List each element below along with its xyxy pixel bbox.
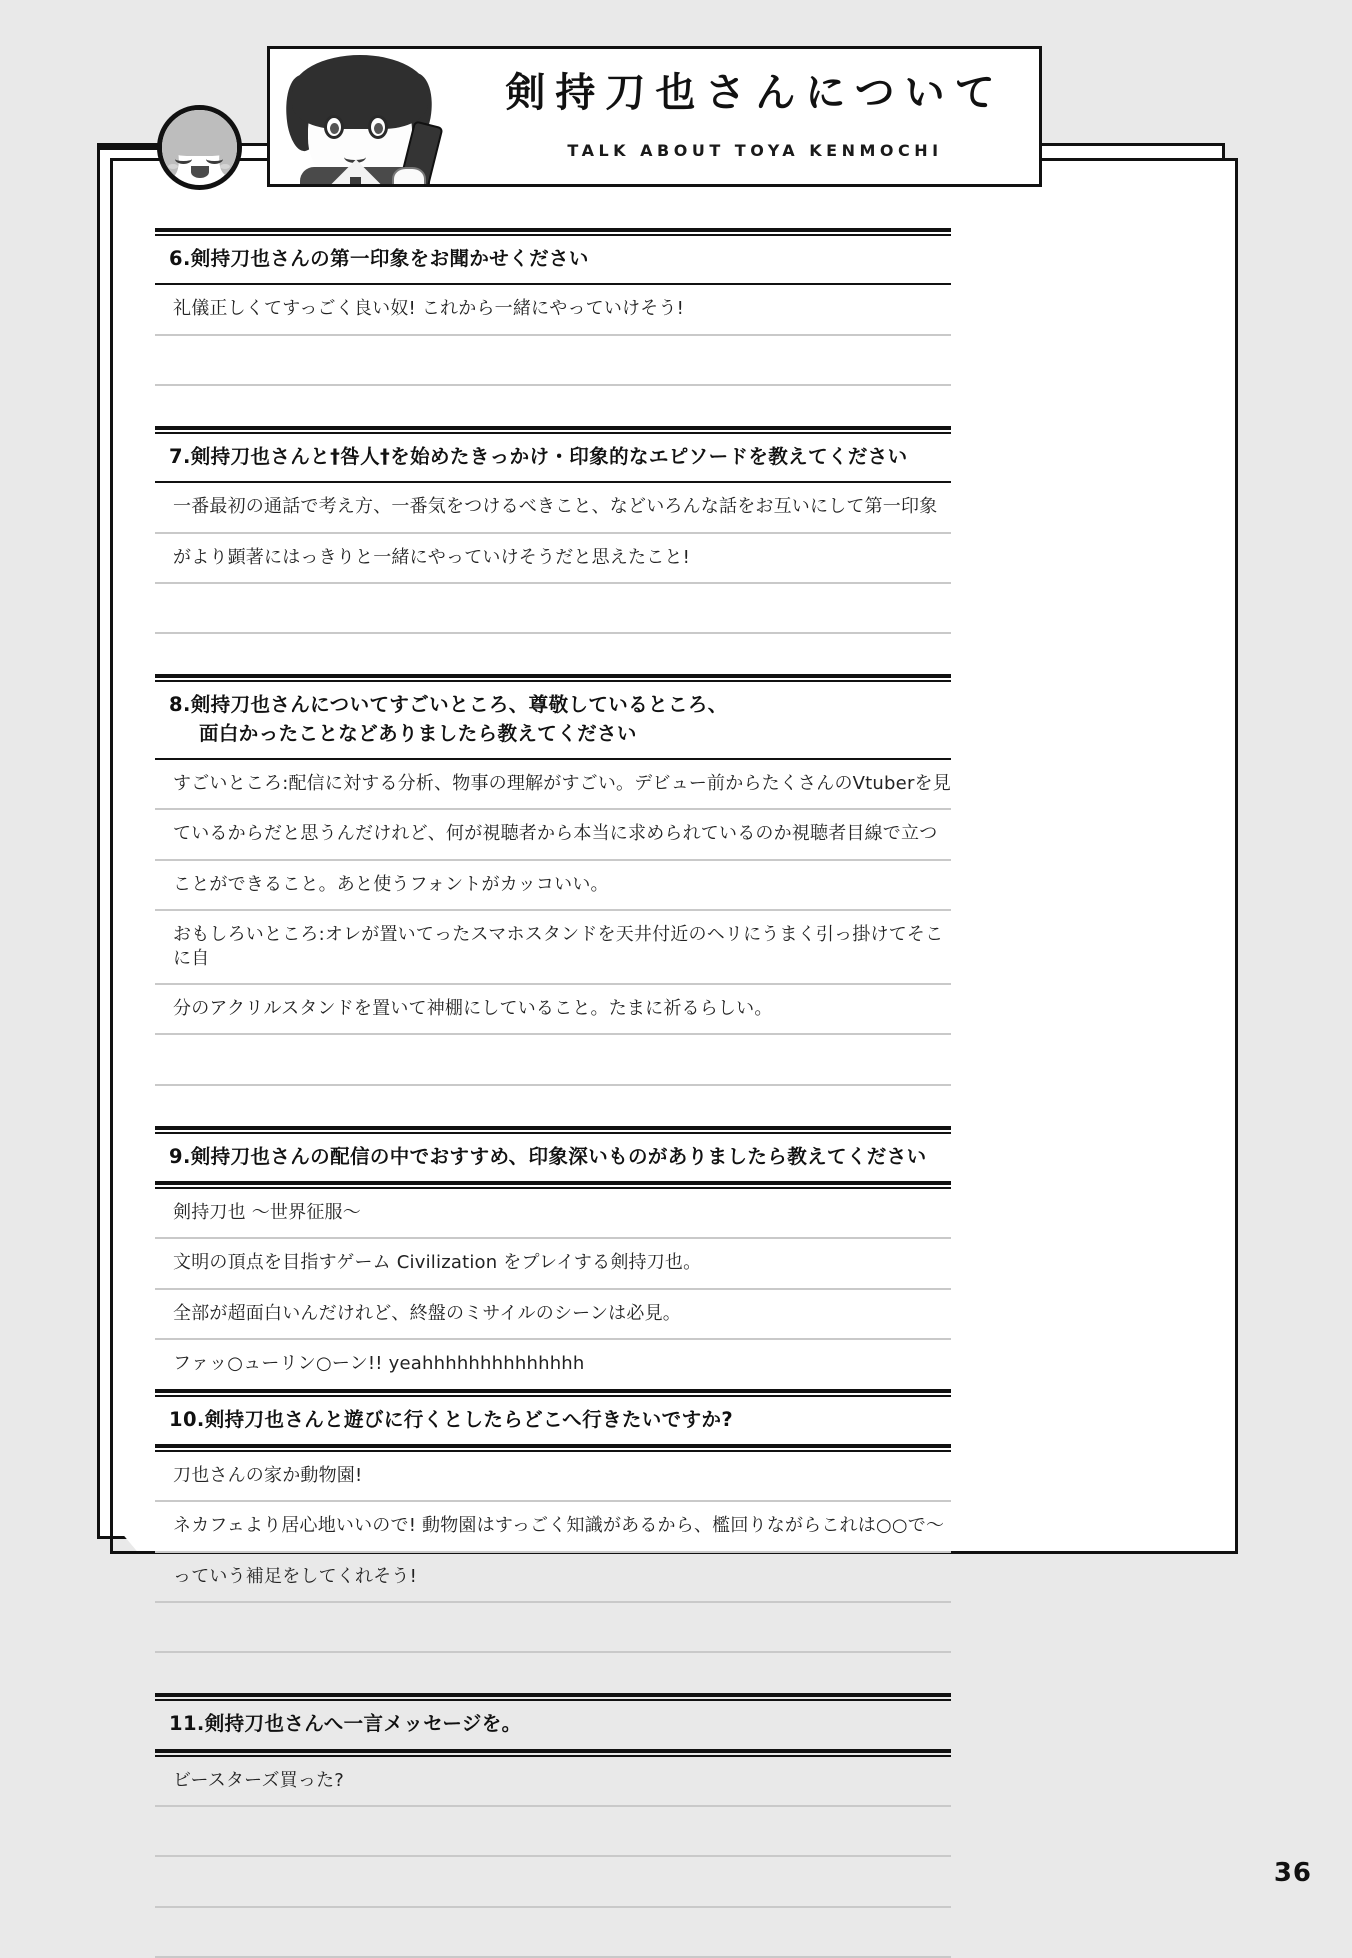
answer-line-blank <box>155 584 951 632</box>
answer-line: ビースターズ買った? <box>173 1769 345 1791</box>
questionnaire-content <box>155 228 951 1958</box>
divider-thick <box>155 228 951 236</box>
question-heading-q8-line1: 8.剣持刀也さんについてすごいところ、尊敬しているところ、 <box>169 693 728 717</box>
section-spacer <box>155 634 951 674</box>
divider-thick <box>155 426 951 434</box>
answer-line: ているからだと思うんだけれど、何が視聴者から本当に求められているのか視聴者目線で立つ <box>173 823 938 845</box>
answer-line: 分のアクリルスタンドを置いて神棚にしていること。たまに祈るらしい。 <box>173 997 773 1019</box>
page-subtitle: TALK ABOUT TOYA KENMOCHI <box>567 141 943 160</box>
page-number: 36 <box>1273 1858 1312 1888</box>
answer-line: がより顕著にはっきりと一緒にやっていけそうだと思えたこと! <box>173 546 691 568</box>
answer-line-blank <box>155 1807 951 1855</box>
question-block-q9 <box>155 1126 951 1389</box>
answer-line: っていう補足をしてくれそう! <box>173 1565 418 1587</box>
answer-line-blank <box>155 1857 951 1905</box>
question-block-q6 <box>155 228 951 386</box>
answer-line-blank <box>155 1603 951 1651</box>
divider-thick <box>155 1693 951 1701</box>
answer-line: すごいところ:配信に対する分析、物事の理解がすごい。デビュー前からたくさんのVtuberを見 <box>173 773 951 795</box>
answer-line-blank <box>155 1908 951 1956</box>
question-block-q7 <box>155 426 951 634</box>
question-heading-q9: 9.剣持刀也さんの配信の中でおすすめ、印象深いものがありましたら教えてください <box>169 1144 927 1168</box>
divider-thick <box>155 1181 951 1189</box>
answer-line: おもしろいところ:オレが置いてったスマホスタンドを天井付近のヘリにうまく引っ掛けてそこに自 <box>173 924 944 969</box>
question-heading-q10: 10.剣持刀也さんと遊びに行くとしたらどこへ行きたいですか? <box>169 1407 734 1431</box>
section-spacer <box>155 1086 951 1126</box>
question-heading-q7: 7.剣持刀也さんと†咎人†を始めたきっかけ・印象的なエピソードを教えてください <box>169 445 908 469</box>
header-banner <box>267 46 1042 187</box>
answer-line-blank <box>155 336 951 384</box>
answer-line: 文明の頂点を目指すゲーム Civilization をプレイする剣持刀也。 <box>173 1252 702 1274</box>
question-block-q11 <box>155 1693 951 1958</box>
divider-thick <box>155 1749 951 1757</box>
divider-thick <box>155 1444 951 1452</box>
answer-line: 剣持刀也 〜世界征服〜 <box>173 1202 361 1224</box>
page-title: 剣持刀也さんについて <box>505 70 1005 116</box>
divider-thick <box>155 1126 951 1134</box>
answer-line: 一番最初の通話で考え方、一番気をつけるべきこと、などいろんな話をお互いにして第一印象 <box>173 496 938 518</box>
question-block-q8 <box>155 674 951 1085</box>
answer-line: ことができること。あと使うフォントがカッコいい。 <box>173 873 609 895</box>
section-spacer <box>155 1653 951 1693</box>
answer-line: ネカフェより居心地いいので! 動物園はすっごく知識があるから、檻回りながらこれは○○で〜 <box>173 1515 945 1537</box>
answer-line: 刀也さんの家か動物園! <box>173 1464 363 1486</box>
divider-thick <box>155 1389 951 1397</box>
section-spacer <box>155 386 951 426</box>
question-heading-q8-line2: 面白かったことなどありましたら教えてください <box>199 721 637 745</box>
divider-thick <box>155 674 951 682</box>
answer-line-blank <box>155 1035 951 1083</box>
question-block-q10 <box>155 1389 951 1654</box>
answer-line: ファッ○ューリン○ーン!! yeahhhhhhhhhhhhhh <box>173 1353 585 1375</box>
toya-kenmochi-illustration <box>270 49 460 187</box>
avatar <box>157 105 242 190</box>
answer-line: 礼儀正しくてすっごく良い奴! これから一緒にやっていけそう! <box>173 298 685 320</box>
question-heading-q6: 6.剣持刀也さんの第一印象をお聞かせください <box>169 247 589 270</box>
answer-line: 全部が超面白いんだけれど、終盤のミサイルのシーンは必見。 <box>173 1302 681 1324</box>
question-heading-q11: 11.剣持刀也さんへ一言メッセージを。 <box>169 1712 522 1736</box>
question-heading-q8 <box>155 682 951 758</box>
